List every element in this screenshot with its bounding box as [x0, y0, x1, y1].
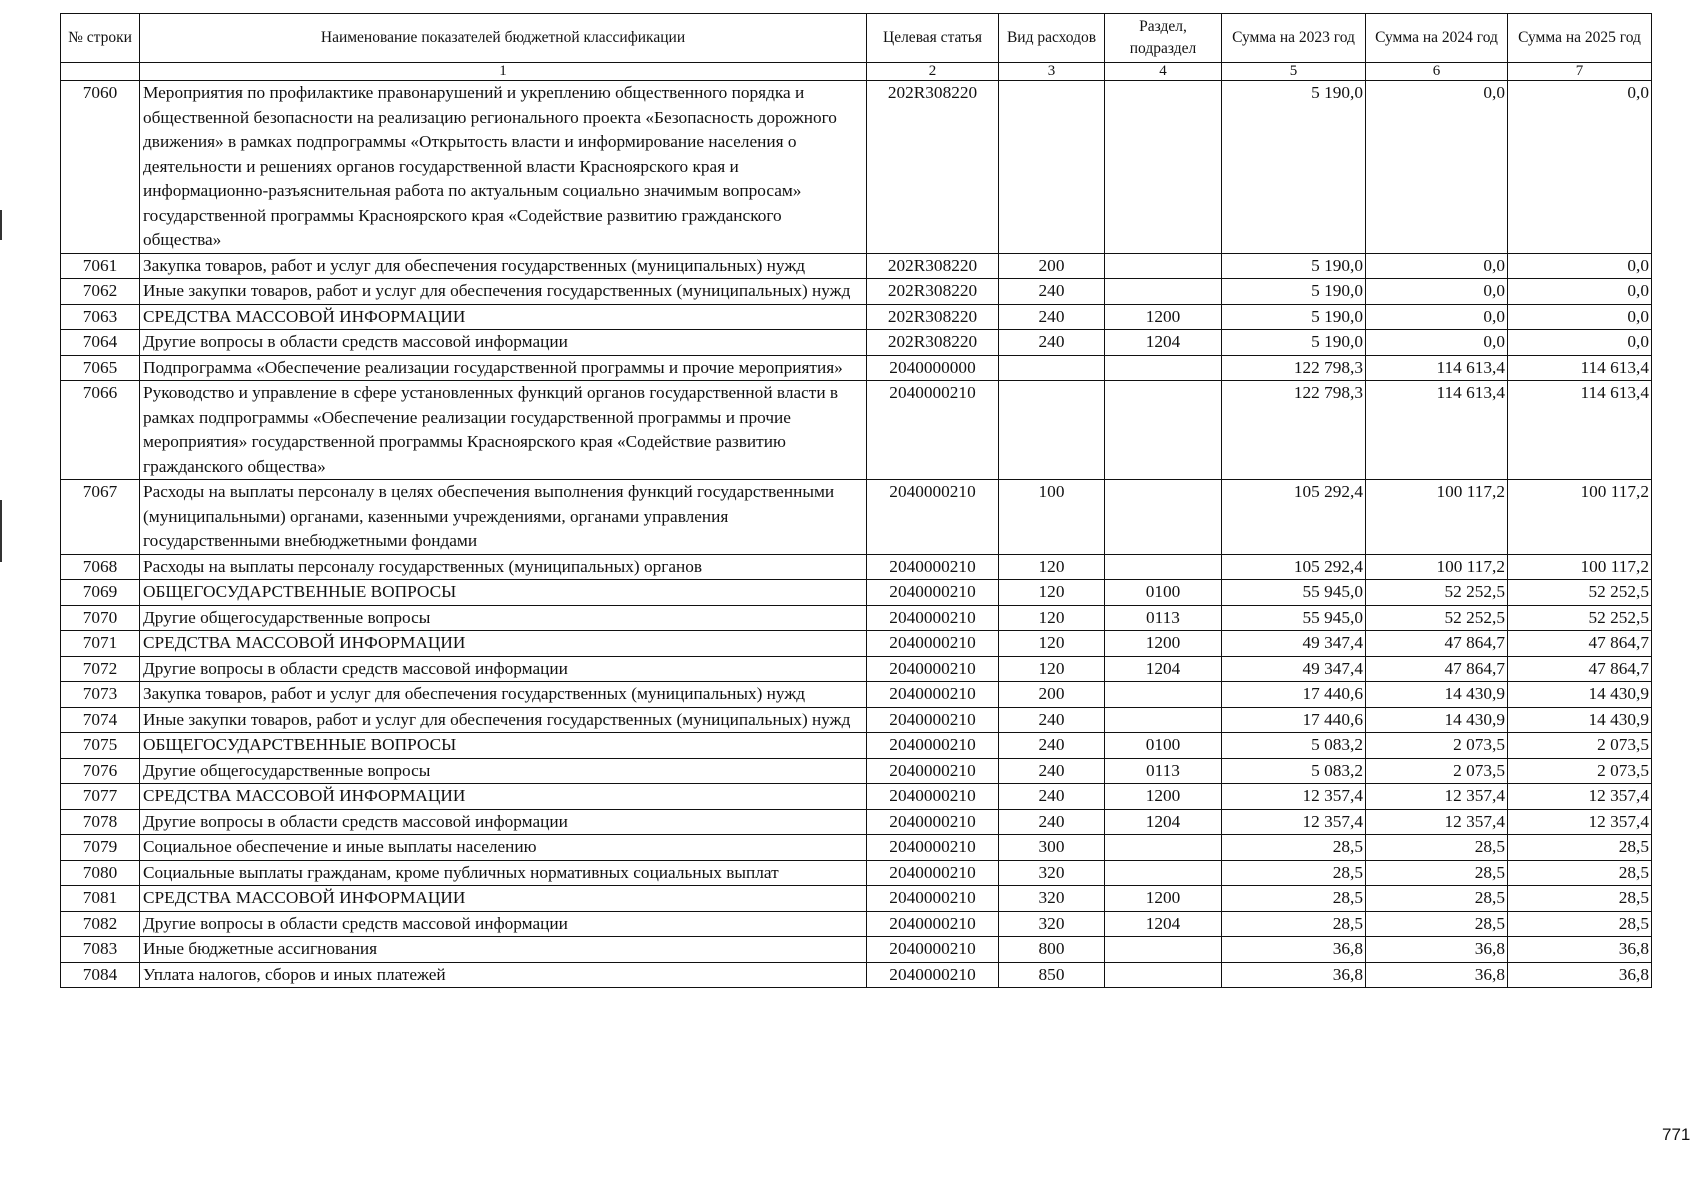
row-number-cell: 7080 — [61, 860, 140, 886]
sum-2023-cell: 28,5 — [1222, 860, 1366, 886]
sum-2024-cell: 0,0 — [1366, 81, 1508, 254]
scan-artifact-mark — [0, 500, 2, 562]
sum-2023-cell: 5 190,0 — [1222, 253, 1366, 279]
table-row — [61, 656, 1652, 682]
expense-type-cell: 300 — [999, 835, 1105, 861]
section-cell — [1105, 962, 1222, 988]
sum-2023-cell: 36,8 — [1222, 962, 1366, 988]
table-row — [61, 381, 1652, 480]
sum-2023-cell: 5 190,0 — [1222, 279, 1366, 305]
sum-2023-cell: 5 083,2 — [1222, 733, 1366, 759]
sum-2025-cell: 0,0 — [1508, 253, 1652, 279]
target-article-cell: 2040000210 — [867, 809, 999, 835]
sum-2025-cell: 12 357,4 — [1508, 784, 1652, 810]
section-cell: 0113 — [1105, 605, 1222, 631]
expense-type-cell: 240 — [999, 784, 1105, 810]
expense-type-cell: 240 — [999, 707, 1105, 733]
sum-2025-cell: 28,5 — [1508, 911, 1652, 937]
sum-2025-cell: 0,0 — [1508, 330, 1652, 356]
sum-2024-cell: 36,8 — [1366, 962, 1508, 988]
sum-2024-cell: 47 864,7 — [1366, 656, 1508, 682]
target-article-cell: 2040000210 — [867, 707, 999, 733]
table-row — [61, 835, 1652, 861]
sum-2024-cell: 14 430,9 — [1366, 682, 1508, 708]
row-number-cell: 7063 — [61, 304, 140, 330]
expense-type-cell: 120 — [999, 656, 1105, 682]
target-article-cell: 202R308220 — [867, 330, 999, 356]
indicator-name-cell: Социальное обеспечение и иные выплаты населению — [140, 835, 867, 861]
expense-type-cell — [999, 81, 1105, 254]
sum-2023-cell: 105 292,4 — [1222, 480, 1366, 555]
column-number: 1 — [140, 63, 867, 81]
expense-type-cell: 240 — [999, 809, 1105, 835]
sum-2024-cell: 114 613,4 — [1366, 355, 1508, 381]
expense-type-cell: 800 — [999, 937, 1105, 963]
target-article-cell: 2040000210 — [867, 886, 999, 912]
sum-2024-cell: 28,5 — [1366, 835, 1508, 861]
sum-2024-cell: 114 613,4 — [1366, 381, 1508, 480]
header-sum-2023: Сумма на 2023 год — [1222, 14, 1366, 63]
row-number-cell: 7069 — [61, 580, 140, 606]
indicator-name-cell: СРЕДСТВА МАССОВОЙ ИНФОРМАЦИИ — [140, 886, 867, 912]
table-row — [61, 605, 1652, 631]
table-row — [61, 784, 1652, 810]
sum-2024-cell: 0,0 — [1366, 279, 1508, 305]
target-article-cell: 202R308220 — [867, 279, 999, 305]
indicator-name-cell: Иные закупки товаров, работ и услуг для обеспечения государственных (муниципальных) нужд — [140, 279, 867, 305]
row-number-cell: 7073 — [61, 682, 140, 708]
sum-2024-cell: 36,8 — [1366, 937, 1508, 963]
header-target-article: Целевая статья — [867, 14, 999, 63]
sum-2025-cell: 52 252,5 — [1508, 605, 1652, 631]
row-number-cell: 7075 — [61, 733, 140, 759]
indicator-name-cell: Закупка товаров, работ и услуг для обеспечения государственных (муниципальных) нужд — [140, 682, 867, 708]
expense-type-cell: 240 — [999, 279, 1105, 305]
target-article-cell: 202R308220 — [867, 304, 999, 330]
header-expense-type: Вид расходов — [999, 14, 1105, 63]
target-article-cell: 2040000210 — [867, 911, 999, 937]
expense-type-cell — [999, 355, 1105, 381]
indicator-name-cell: Социальные выплаты гражданам, кроме публичных нормативных социальных выплат — [140, 860, 867, 886]
indicator-name-cell: Другие вопросы в области средств массовой информации — [140, 911, 867, 937]
section-cell: 1204 — [1105, 330, 1222, 356]
sum-2025-cell: 100 117,2 — [1508, 554, 1652, 580]
sum-2023-cell: 5 190,0 — [1222, 81, 1366, 254]
sum-2025-cell: 36,8 — [1508, 962, 1652, 988]
sum-2025-cell: 28,5 — [1508, 835, 1652, 861]
section-cell — [1105, 381, 1222, 480]
sum-2025-cell: 47 864,7 — [1508, 656, 1652, 682]
row-number-cell: 7064 — [61, 330, 140, 356]
sum-2025-cell: 12 357,4 — [1508, 809, 1652, 835]
table-row — [61, 279, 1652, 305]
budget-table-body — [61, 81, 1652, 988]
expense-type-cell — [999, 381, 1105, 480]
table-row — [61, 304, 1652, 330]
sum-2024-cell: 28,5 — [1366, 911, 1508, 937]
table-row — [61, 733, 1652, 759]
sum-2025-cell: 28,5 — [1508, 860, 1652, 886]
table-row — [61, 707, 1652, 733]
expense-type-cell: 120 — [999, 605, 1105, 631]
section-cell — [1105, 279, 1222, 305]
section-cell: 1204 — [1105, 911, 1222, 937]
section-cell: 0100 — [1105, 733, 1222, 759]
indicator-name-cell: Другие общегосударственные вопросы — [140, 758, 867, 784]
sum-2023-cell: 5 190,0 — [1222, 304, 1366, 330]
sum-2024-cell: 28,5 — [1366, 860, 1508, 886]
indicator-name-cell: Руководство и управление в сфере установленных функций органов государственной власти в рамках подпрограммы «Обеспечение реализации государственной программы и прочие мероприятия» государственной программы Красноярского края «Содействие развитию гражданского общества» — [140, 381, 867, 480]
row-number-cell: 7065 — [61, 355, 140, 381]
sum-2024-cell: 0,0 — [1366, 330, 1508, 356]
target-article-cell: 2040000210 — [867, 962, 999, 988]
indicator-name-cell: Другие общегосударственные вопросы — [140, 605, 867, 631]
sum-2024-cell: 47 864,7 — [1366, 631, 1508, 657]
row-number-cell: 7061 — [61, 253, 140, 279]
table-row — [61, 886, 1652, 912]
row-number-cell: 7062 — [61, 279, 140, 305]
column-number: 4 — [1105, 63, 1222, 81]
sum-2023-cell: 12 357,4 — [1222, 784, 1366, 810]
sum-2025-cell: 0,0 — [1508, 304, 1652, 330]
row-number-cell: 7082 — [61, 911, 140, 937]
sum-2024-cell: 12 357,4 — [1366, 809, 1508, 835]
row-number-cell: 7084 — [61, 962, 140, 988]
indicator-name-cell: Уплата налогов, сборов и иных платежей — [140, 962, 867, 988]
sum-2025-cell: 52 252,5 — [1508, 580, 1652, 606]
sum-2024-cell: 2 073,5 — [1366, 758, 1508, 784]
expense-type-cell: 320 — [999, 886, 1105, 912]
expense-type-cell: 120 — [999, 554, 1105, 580]
expense-type-cell: 120 — [999, 631, 1105, 657]
expense-type-cell: 200 — [999, 253, 1105, 279]
scan-artifact-mark — [0, 210, 2, 240]
sum-2023-cell: 49 347,4 — [1222, 631, 1366, 657]
expense-type-cell: 240 — [999, 304, 1105, 330]
row-number-cell: 7068 — [61, 554, 140, 580]
sum-2023-cell: 105 292,4 — [1222, 554, 1366, 580]
indicator-name-cell: Закупка товаров, работ и услуг для обеспечения государственных (муниципальных) нужд — [140, 253, 867, 279]
indicator-name-cell: ОБЩЕГОСУДАРСТВЕННЫЕ ВОПРОСЫ — [140, 580, 867, 606]
indicator-name-cell: ОБЩЕГОСУДАРСТВЕННЫЕ ВОПРОСЫ — [140, 733, 867, 759]
indicator-name-cell: Расходы на выплаты персоналу государственных (муниципальных) органов — [140, 554, 867, 580]
sum-2023-cell: 28,5 — [1222, 835, 1366, 861]
header-indicator-name: Наименование показателей бюджетной классификации — [140, 14, 867, 63]
sum-2023-cell: 122 798,3 — [1222, 381, 1366, 480]
row-number-cell: 7070 — [61, 605, 140, 631]
budget-table — [60, 13, 1652, 988]
sum-2023-cell: 49 347,4 — [1222, 656, 1366, 682]
indicator-name-cell: Расходы на выплаты персоналу в целях обеспечения выполнения функций государственными (муниципальными) органами, казенными учреждениями, органами управления государственными внебюджетными фондами — [140, 480, 867, 555]
sum-2024-cell: 14 430,9 — [1366, 707, 1508, 733]
section-cell — [1105, 480, 1222, 555]
expense-type-cell: 320 — [999, 860, 1105, 886]
sum-2023-cell: 5 083,2 — [1222, 758, 1366, 784]
table-row — [61, 809, 1652, 835]
indicator-name-cell: Мероприятия по профилактике правонарушений и укреплению общественного порядка и общественной безопасности на реализацию регионального проекта «Безопасность дорожного движения» в рамках подпрограммы «Открытость власти и информирование населения о деятельности и решениях органов государственной власти Красноярского края и информационно-разъяснительная работа по актуальным социально значимым вопросам» государственной программы Красноярского края «Содействие развитию гражданского общества» — [140, 81, 867, 254]
table-row — [61, 937, 1652, 963]
sum-2025-cell: 2 073,5 — [1508, 733, 1652, 759]
row-number-cell: 7060 — [61, 81, 140, 254]
section-cell — [1105, 554, 1222, 580]
column-number-row — [61, 63, 1652, 81]
target-article-cell: 2040000210 — [867, 580, 999, 606]
table-row — [61, 631, 1652, 657]
sum-2025-cell: 36,8 — [1508, 937, 1652, 963]
sum-2024-cell: 2 073,5 — [1366, 733, 1508, 759]
indicator-name-cell: Другие вопросы в области средств массовой информации — [140, 330, 867, 356]
table-row — [61, 580, 1652, 606]
target-article-cell: 2040000210 — [867, 733, 999, 759]
section-cell: 1200 — [1105, 304, 1222, 330]
row-number-cell: 7077 — [61, 784, 140, 810]
row-number-cell: 7066 — [61, 381, 140, 480]
sum-2023-cell: 17 440,6 — [1222, 707, 1366, 733]
indicator-name-cell: Подпрограмма «Обеспечение реализации государственной программы и прочие мероприятия» — [140, 355, 867, 381]
indicator-name-cell: СРЕДСТВА МАССОВОЙ ИНФОРМАЦИИ — [140, 304, 867, 330]
expense-type-cell: 240 — [999, 758, 1105, 784]
expense-type-cell: 240 — [999, 330, 1105, 356]
section-cell — [1105, 81, 1222, 254]
sum-2023-cell: 55 945,0 — [1222, 580, 1366, 606]
target-article-cell: 2040000210 — [867, 682, 999, 708]
target-article-cell: 202R308220 — [867, 81, 999, 254]
sum-2023-cell: 55 945,0 — [1222, 605, 1366, 631]
sum-2023-cell: 5 190,0 — [1222, 330, 1366, 356]
column-number — [61, 63, 140, 81]
column-number: 2 — [867, 63, 999, 81]
indicator-name-cell: Иные бюджетные ассигнования — [140, 937, 867, 963]
target-article-cell: 2040000210 — [867, 937, 999, 963]
page-number: 771 — [1662, 1125, 1691, 1144]
target-article-cell: 2040000210 — [867, 860, 999, 886]
budget-page — [60, 13, 1652, 988]
expense-type-cell: 100 — [999, 480, 1105, 555]
target-article-cell: 2040000210 — [867, 381, 999, 480]
indicator-name-cell: Иные закупки товаров, работ и услуг для обеспечения государственных (муниципальных) нужд — [140, 707, 867, 733]
table-row — [61, 480, 1652, 555]
expense-type-cell: 320 — [999, 911, 1105, 937]
sum-2025-cell: 14 430,9 — [1508, 682, 1652, 708]
target-article-cell: 2040000210 — [867, 758, 999, 784]
section-cell — [1105, 253, 1222, 279]
row-number-cell: 7081 — [61, 886, 140, 912]
indicator-name-cell: Другие вопросы в области средств массовой информации — [140, 656, 867, 682]
expense-type-cell: 850 — [999, 962, 1105, 988]
section-cell: 0100 — [1105, 580, 1222, 606]
sum-2024-cell: 100 117,2 — [1366, 554, 1508, 580]
table-row — [61, 253, 1652, 279]
sum-2023-cell: 122 798,3 — [1222, 355, 1366, 381]
table-row — [61, 682, 1652, 708]
row-number-cell: 7076 — [61, 758, 140, 784]
sum-2023-cell: 12 357,4 — [1222, 809, 1366, 835]
sum-2025-cell: 2 073,5 — [1508, 758, 1652, 784]
section-cell: 0113 — [1105, 758, 1222, 784]
column-number: 3 — [999, 63, 1105, 81]
target-article-cell: 2040000210 — [867, 784, 999, 810]
column-number: 5 — [1222, 63, 1366, 81]
table-row — [61, 860, 1652, 886]
target-article-cell: 2040000210 — [867, 605, 999, 631]
header-sum-2025: Сумма на 2025 год — [1508, 14, 1652, 63]
sum-2025-cell: 114 613,4 — [1508, 381, 1652, 480]
row-number-cell: 7074 — [61, 707, 140, 733]
indicator-name-cell: СРЕДСТВА МАССОВОЙ ИНФОРМАЦИИ — [140, 784, 867, 810]
row-number-cell: 7067 — [61, 480, 140, 555]
row-number-cell: 7072 — [61, 656, 140, 682]
section-cell: 1200 — [1105, 784, 1222, 810]
row-number-cell: 7071 — [61, 631, 140, 657]
section-cell: 1200 — [1105, 631, 1222, 657]
table-row — [61, 355, 1652, 381]
table-row — [61, 911, 1652, 937]
expense-type-cell: 120 — [999, 580, 1105, 606]
section-cell — [1105, 355, 1222, 381]
column-number: 7 — [1508, 63, 1652, 81]
expense-type-cell: 200 — [999, 682, 1105, 708]
target-article-cell: 2040000210 — [867, 554, 999, 580]
target-article-cell: 202R308220 — [867, 253, 999, 279]
sum-2023-cell: 28,5 — [1222, 911, 1366, 937]
section-cell — [1105, 835, 1222, 861]
row-number-cell: 7079 — [61, 835, 140, 861]
table-header-row — [61, 14, 1652, 63]
header-sum-2024: Сумма на 2024 год — [1366, 14, 1508, 63]
sum-2025-cell: 100 117,2 — [1508, 480, 1652, 555]
sum-2025-cell: 0,0 — [1508, 279, 1652, 305]
section-cell — [1105, 707, 1222, 733]
table-row — [61, 962, 1652, 988]
indicator-name-cell: Другие вопросы в области средств массовой информации — [140, 809, 867, 835]
row-number-cell: 7078 — [61, 809, 140, 835]
sum-2023-cell: 17 440,6 — [1222, 682, 1366, 708]
section-cell: 1200 — [1105, 886, 1222, 912]
table-row — [61, 758, 1652, 784]
column-number: 6 — [1366, 63, 1508, 81]
table-row — [61, 81, 1652, 254]
section-cell — [1105, 937, 1222, 963]
sum-2025-cell: 114 613,4 — [1508, 355, 1652, 381]
table-row — [61, 330, 1652, 356]
target-article-cell: 2040000210 — [867, 656, 999, 682]
sum-2024-cell: 28,5 — [1366, 886, 1508, 912]
sum-2024-cell: 52 252,5 — [1366, 605, 1508, 631]
expense-type-cell: 240 — [999, 733, 1105, 759]
header-row-number: № строки — [61, 14, 140, 63]
section-cell — [1105, 682, 1222, 708]
target-article-cell: 2040000210 — [867, 631, 999, 657]
target-article-cell: 2040000210 — [867, 480, 999, 555]
sum-2024-cell: 0,0 — [1366, 304, 1508, 330]
table-row — [61, 554, 1652, 580]
sum-2023-cell: 28,5 — [1222, 886, 1366, 912]
sum-2024-cell: 100 117,2 — [1366, 480, 1508, 555]
target-article-cell: 2040000000 — [867, 355, 999, 381]
row-number-cell: 7083 — [61, 937, 140, 963]
sum-2024-cell: 52 252,5 — [1366, 580, 1508, 606]
sum-2024-cell: 12 357,4 — [1366, 784, 1508, 810]
header-section: Раздел, подраздел — [1105, 14, 1222, 63]
sum-2025-cell: 0,0 — [1508, 81, 1652, 254]
sum-2025-cell: 14 430,9 — [1508, 707, 1652, 733]
section-cell: 1204 — [1105, 809, 1222, 835]
indicator-name-cell: СРЕДСТВА МАССОВОЙ ИНФОРМАЦИИ — [140, 631, 867, 657]
section-cell: 1204 — [1105, 656, 1222, 682]
sum-2024-cell: 0,0 — [1366, 253, 1508, 279]
target-article-cell: 2040000210 — [867, 835, 999, 861]
sum-2023-cell: 36,8 — [1222, 937, 1366, 963]
section-cell — [1105, 860, 1222, 886]
sum-2025-cell: 47 864,7 — [1508, 631, 1652, 657]
sum-2025-cell: 28,5 — [1508, 886, 1652, 912]
